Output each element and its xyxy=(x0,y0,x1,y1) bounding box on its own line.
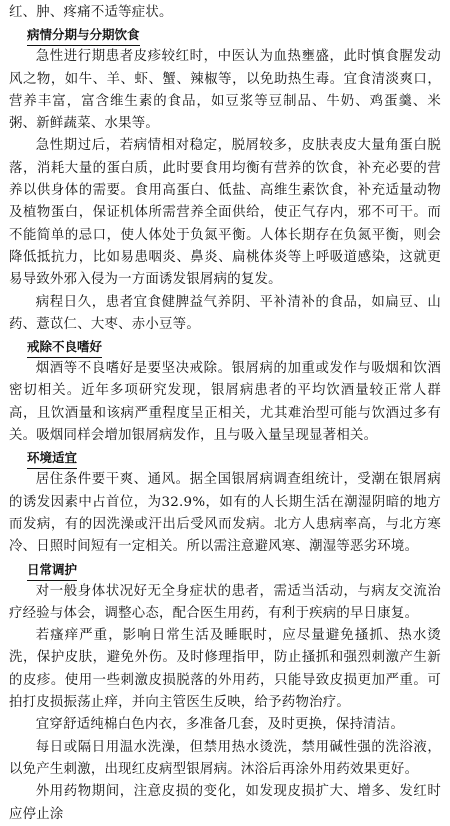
section-diet xyxy=(9,24,441,336)
section-heading-habits: 戒除不良嗜好 xyxy=(27,336,102,358)
paragraph: 每日或隔日用温水洗澡，但禁用热水烫洗，禁用碱性强的洗浴液，以免产生刺激，出现红皮病型银屑病。沐浴后再涂外用药效果更好。 xyxy=(9,739,441,777)
section-daily-care xyxy=(9,559,441,826)
paragraph: 宜穿舒适纯棉白色内衣，多准备几套，及时更换，保持清洁。 xyxy=(35,717,405,733)
paragraph-continuation: 红、肿、疼痛不适等症状。 xyxy=(9,5,173,20)
section-heading-diet: 病情分期与分期饮食 xyxy=(27,24,140,46)
paragraph: 急性进行期患者皮疹较红时，中医认为血热壅盛，此时慎食腥发动风之物，如牛、羊、虾、蟹、辣椒等，以免助热生毒。宜食清淡爽口，营养丰富，富含维生素的食品，如豆浆等豆制品、牛奶、鸡蛋羹、米粥、新鲜蔬菜、水果等。 xyxy=(9,49,441,132)
paragraph: 外用药物期间，注意皮损的变化，如发现皮损扩大、增多、发红时应停止涂 xyxy=(9,784,441,822)
paragraph: 对一般身体状况好无全身症状的患者，需适当活动，与病友交流治疗经验与体会，调整心态，配合医生用药，有利于疾病的早日康复。 xyxy=(9,583,441,621)
paragraph: 急性期过后，若病情相对稳定，脱屑较多，皮肤表皮大量角蛋白脱落，消耗大量的蛋白质，此时要食用均衡有营养的饮食，补充必要的营养以供身体的需要。食用高蛋白、低盐、高维生素饮食，补充适量动物及植物蛋白，保证机体所需营养全面供给，使正气存内，邪不可干。而不能简单的忌口，使人体处于负氮平衡。人体长期存在负氮平衡，则会降低抵抗力，比如易患咽炎、鼻炎、扁桃体炎等上呼吸道感染，这就更易导致外邪入侵为一方面诱发银屑病的复发。 xyxy=(9,138,441,288)
section-environment xyxy=(9,447,441,558)
section-heading-environment: 环境适宜 xyxy=(27,447,77,469)
paragraph: 若瘙痒严重，影响日常生活及睡眠时，应尽量避免搔抓、热水烫洗，保护皮肤，避免外伤。及时修理指甲，防止搔抓和强烈刺激产生新的皮疹。使用一些刺激皮损脱落的外用药，只能导致皮损更加严重。可拍打皮损振荡止痒，并向主管医生反映，给予药物治疗。 xyxy=(9,628,441,711)
paragraph: 居住条件要干爽、通风。据全国银屑病调查组统计，受潮在银屑病的诱发因素中占首位，为32.9%，如有的人长期生活在潮湿阴暗的地方而发病，有的因洗澡或汗出后受风而发病。北方人患病率高，与北方寒冷、日照时间短有一定相关。所以需注意避风寒、潮湿等恶劣环境。 xyxy=(9,472,441,555)
section-heading-daily-care: 日常调护 xyxy=(27,559,77,581)
paragraph: 病程日久，患者宜食健脾益气养阴、平补清补的食品，如扁豆、山药、薏苡仁、大枣、赤小豆等。 xyxy=(9,294,441,332)
section-habits xyxy=(9,336,441,447)
paragraph: 烟酒等不良嗜好是要坚决戒除。银屑病的加重或发作与吸烟和饮酒密切相关。近年多项研究发现，银屑病患者的平均饮酒量较正常人群高，且饮酒量和该病严重程度呈正相关，尤其难治型可能与饮酒过多有关。吸烟同样会增加银屑病发作，且与吸入量呈现显著相关。 xyxy=(9,361,441,444)
